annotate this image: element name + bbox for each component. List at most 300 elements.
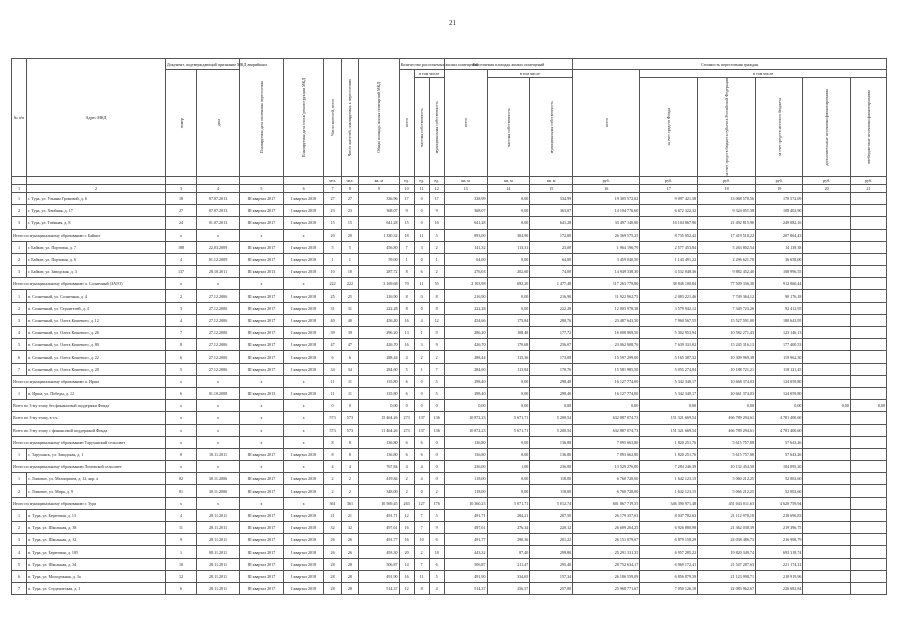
- table-cell: III квартал 2017: [239, 253, 283, 265]
- table-cell: 0: [414, 375, 429, 387]
- table-cell: 7: [12, 363, 27, 375]
- table-cell: 443,32: [444, 546, 487, 558]
- table-cell: х: [239, 497, 283, 509]
- table-cell: I квартал 2018: [283, 363, 324, 375]
- table-cell: 222,28: [530, 302, 573, 314]
- table-cell: [850, 473, 886, 485]
- table-cell: 38 846 100,84: [640, 278, 698, 290]
- table-cell: 6 957 285,22: [640, 546, 698, 558]
- table-cell: 26 186 559,09: [573, 570, 640, 582]
- table-cell: 3 579 942,12: [640, 302, 698, 314]
- header-planned-demolish: Планируемая дата сноса/ реконструкции МКД: [283, 59, 324, 177]
- table-cell: 0,00: [487, 387, 530, 399]
- table-row: [12, 534, 887, 546]
- table-cell: 1: [324, 253, 341, 265]
- table-cell: [850, 205, 886, 217]
- table-cell: 4: [165, 253, 196, 265]
- table-cell: III квартал 2017: [239, 546, 283, 558]
- table-cell: 8 735 052,42: [640, 229, 698, 241]
- table-cell: [803, 448, 850, 460]
- table-cell: 16 104 867,96: [640, 217, 698, 229]
- table-cell: 10: [414, 534, 429, 546]
- table-cell: 16: [399, 570, 414, 582]
- table-cell: 8: [429, 302, 444, 314]
- table-cell: 21 492 815,90: [698, 217, 756, 229]
- table-cell: 0: [341, 400, 358, 412]
- table-cell: I квартал 2018: [283, 192, 324, 204]
- table-cell: [803, 412, 850, 424]
- address-cell: п. Солнечный, ул. Олега Кошевого, д. 12: [27, 314, 166, 326]
- table-cell: 8: [341, 448, 358, 460]
- table-cell: 0,00: [573, 400, 640, 412]
- table-cell: 368,07: [444, 205, 487, 217]
- table-header: [12, 59, 887, 193]
- column-number-cell: 7: [324, 184, 341, 192]
- table-cell: [850, 375, 886, 387]
- table-cell: I квартал 2018: [283, 534, 324, 546]
- address-cell: п. Тура, ул. Школьная, д. 38: [27, 522, 166, 534]
- table-cell: 221 174,12: [756, 558, 803, 570]
- table-cell: 17: [429, 192, 444, 204]
- table-cell: 10 582 271,43: [698, 327, 756, 339]
- table-cell: [850, 497, 886, 509]
- table-cell: 2: [165, 290, 196, 302]
- table-cell: [850, 339, 886, 351]
- table-cell: 276,03: [444, 266, 487, 278]
- header-cost-extra2: внебюджетные источники финансирования: [850, 78, 886, 177]
- table-cell: 4: [429, 582, 444, 594]
- subtotal-label: Итого по муниципальному образованию п. Ирша: [12, 375, 166, 387]
- table-cell: 0,00: [850, 400, 886, 412]
- column-numbers-row: [12, 184, 887, 192]
- table-cell: 1: [12, 387, 27, 399]
- table-cell: х: [283, 412, 324, 424]
- table-cell: 6: [399, 448, 414, 460]
- table-cell: 288,44: [444, 351, 487, 363]
- table-cell: 1: [165, 546, 196, 558]
- table-cell: 334,65: [487, 570, 530, 582]
- table-cell: 7: [414, 558, 429, 570]
- table-cell: 4 532 848,36: [640, 266, 698, 278]
- table-cell: 24 038 486,73: [698, 534, 756, 546]
- table-cell: 180 643,95: [756, 314, 803, 326]
- unit-cell: [27, 176, 166, 184]
- table-cell: 1 330,32: [359, 229, 400, 241]
- table-cell: х: [197, 375, 240, 387]
- table-cell: I квартал 2018: [283, 473, 324, 485]
- table-cell: 137: [165, 266, 196, 278]
- table-cell: х: [197, 436, 240, 448]
- table-cell: х: [165, 278, 196, 290]
- table-cell: 6: [324, 351, 341, 363]
- table-cell: 6 926 880,98: [640, 522, 698, 534]
- table-cell: 361: [341, 497, 358, 509]
- table-cell: 0: [429, 448, 444, 460]
- table-cell: 7: [165, 327, 196, 339]
- table-cell: 57 643,26: [756, 436, 803, 448]
- table-cell: [803, 253, 850, 265]
- header-cost-fund: за счет средств Фонда: [640, 78, 698, 177]
- table-cell: 2: [324, 485, 341, 497]
- units-row: [12, 176, 887, 184]
- table-cell: 0,00: [698, 400, 756, 412]
- table-cell: 24: [165, 217, 196, 229]
- unit-cell: руб.: [698, 176, 756, 184]
- table-cell: 211,47: [487, 558, 530, 570]
- address-cell: г. Байкит, ул. Портовая, д. 6: [27, 253, 166, 265]
- table-cell: 0,00: [487, 253, 530, 265]
- table-row: [12, 485, 887, 497]
- table-cell: III квартал 2017: [239, 314, 283, 326]
- table-cell: 124 059,80: [756, 375, 803, 387]
- table-cell: 15: [399, 217, 414, 229]
- table-cell: 2: [429, 351, 444, 363]
- table-cell: 491,71: [444, 509, 487, 521]
- table-cell: [803, 558, 850, 570]
- table-cell: [803, 241, 850, 253]
- table-row: [12, 351, 887, 363]
- table-cell: 4: [399, 351, 414, 363]
- table-cell: [850, 412, 886, 424]
- table-cell: 16 127 774,00: [573, 375, 640, 387]
- table-cell: 16: [399, 314, 414, 326]
- table-cell: 220,12: [530, 522, 573, 534]
- table-cell: [850, 253, 886, 265]
- unit-cell: кв. м: [530, 176, 573, 184]
- column-number-cell: 8: [341, 184, 358, 192]
- table-cell: 113,84: [487, 363, 530, 375]
- table-cell: 22 083 962,67: [698, 582, 756, 594]
- table-cell: 426,70: [444, 339, 487, 351]
- table-cell: 1: [12, 509, 27, 521]
- table-cell: 14 139,38: [756, 241, 803, 253]
- table-cell: 10 188 721,21: [698, 363, 756, 375]
- table-cell: 59,00: [359, 253, 400, 265]
- table-cell: 451 043 011,63: [698, 497, 756, 509]
- table-cell: 1: [341, 253, 358, 265]
- table-cell: 118,00: [444, 473, 487, 485]
- table-cell: 13 068 578,56: [698, 192, 756, 204]
- table-cell: 15 527 591,00: [698, 314, 756, 326]
- table-cell: х: [165, 400, 196, 412]
- address-cell: г. Байкит, ул. Портовая, д. 7: [27, 241, 166, 253]
- table-cell: 216,90: [530, 290, 573, 302]
- column-number-cell: 10: [399, 184, 414, 192]
- table-cell: 10 668 374,03: [698, 375, 756, 387]
- table-cell: 18: [429, 546, 444, 558]
- table-cell: 2: [12, 522, 27, 534]
- table-cell: 08.11.2011: [197, 546, 240, 558]
- table-cell: I квартал 2018: [283, 205, 324, 217]
- table-cell: [850, 217, 886, 229]
- table-cell: 0,00: [487, 205, 530, 217]
- table-cell: 8: [429, 290, 444, 302]
- table-cell: 23,00: [530, 241, 573, 253]
- table-cell: 207,50: [530, 509, 573, 521]
- table-cell: 28.10.2011: [197, 266, 240, 278]
- table-cell: 74,00: [530, 266, 573, 278]
- table-cell: [850, 570, 886, 582]
- table-cell: 6 856 879,39: [640, 570, 698, 582]
- table-cell: 5 615 757,08: [698, 448, 756, 460]
- table-cell: 6: [399, 387, 414, 399]
- table-cell: 273: [399, 412, 414, 424]
- table-cell: 17 419 518,22: [698, 229, 756, 241]
- header-cost-in-that: в том числе: [640, 70, 887, 78]
- column-number-cell: 6: [283, 184, 324, 192]
- table-cell: 118 121,45: [756, 363, 803, 375]
- table-cell: 1 477,48: [530, 278, 573, 290]
- table-cell: 1: [399, 253, 414, 265]
- header-cost-total: всего: [573, 70, 640, 177]
- table-cell: 368,07: [359, 205, 400, 217]
- table-cell: 8 047 782,63: [640, 509, 698, 521]
- table-cell: 172,00: [530, 229, 573, 241]
- table-cell: 01: [165, 485, 196, 497]
- table-cell: 6: [399, 375, 414, 387]
- table-cell: 298,40: [444, 375, 487, 387]
- table-cell: 26 151 079,67: [573, 534, 640, 546]
- table-cell: 0,00: [530, 400, 573, 412]
- table-cell: [803, 473, 850, 485]
- header-rooms-private: частная собственность: [414, 78, 429, 177]
- table-cell: 4: [414, 314, 429, 326]
- table-cell: 18: [165, 192, 196, 204]
- table-cell: III квартал 2017: [239, 522, 283, 534]
- table-cell: 4 781 400,60: [756, 424, 803, 436]
- table-cell: 136: [429, 424, 444, 436]
- table-cell: 5 071,71: [487, 497, 530, 509]
- table-row: [12, 314, 887, 326]
- unit-cell: [283, 176, 324, 184]
- table-cell: 296,20: [359, 327, 400, 339]
- table-cell: 5: [165, 363, 196, 375]
- table-cell: 0,00: [487, 290, 530, 302]
- table-cell: 491,71: [359, 509, 400, 521]
- table-cell: 11: [414, 278, 429, 290]
- unit-cell: кв. м: [444, 176, 487, 184]
- subtotal-label: Всего по 3-му этапу с финансовой поддержкой Фонда: [12, 424, 166, 436]
- table-cell: 127: [414, 497, 429, 509]
- table-cell: III квартал 2017: [239, 509, 283, 521]
- table-cell: х: [165, 424, 196, 436]
- column-number-cell: 9: [359, 184, 400, 192]
- table-cell: х: [165, 436, 196, 448]
- table-cell: [803, 461, 850, 473]
- table-cell: 118,00: [530, 485, 573, 497]
- table-cell: 30.11.2006: [197, 485, 240, 497]
- table-cell: 26: [324, 546, 341, 558]
- table-cell: 19 820 349,74: [698, 546, 756, 558]
- table-cell: 9: [399, 205, 414, 217]
- table-cell: 141,32: [444, 241, 487, 253]
- table-cell: 77 509 336,30: [698, 278, 756, 290]
- table-cell: 0,00: [487, 217, 530, 229]
- unit-cell: ед.: [429, 176, 444, 184]
- table-cell: 9 882 452,40: [698, 266, 756, 278]
- table-cell: 5 671,71: [487, 412, 530, 424]
- table-cell: 9: [165, 534, 196, 546]
- table-cell: 12: [165, 570, 196, 582]
- table-cell: 40: [341, 314, 358, 326]
- table-cell: 202,60: [487, 266, 530, 278]
- table-cell: [803, 387, 850, 399]
- table-cell: [803, 509, 850, 521]
- address-cell: п. Тура, ул. Береговая, д. 13: [27, 509, 166, 521]
- table-cell: I квартал 2018: [283, 339, 324, 351]
- column-number-cell: 11: [414, 184, 429, 192]
- table-cell: 893,00: [444, 229, 487, 241]
- table-cell: 118,00: [444, 485, 487, 497]
- column-number-cell: 2: [27, 184, 166, 192]
- header-cost-local: за счет средств местного бюджета: [756, 78, 803, 177]
- table-cell: 11: [414, 570, 429, 582]
- table-cell: 5 200,54: [530, 412, 573, 424]
- table-cell: 15: [324, 217, 341, 229]
- table-cell: [803, 424, 850, 436]
- table-cell: I квартал 2018: [283, 241, 324, 253]
- table-cell: I квартал 2018: [283, 387, 324, 399]
- table-cell: х: [239, 400, 283, 412]
- unit-cell: чел.: [324, 176, 341, 184]
- table-cell: 0: [414, 290, 429, 302]
- table-row: [12, 363, 887, 375]
- table-cell: 0,00: [803, 400, 850, 412]
- table-cell: III квартал 2017: [239, 351, 283, 363]
- table-cell: 12: [399, 509, 414, 521]
- table-cell: 21: [324, 509, 341, 521]
- table-cell: 5: [12, 339, 27, 351]
- table-cell: 2: [414, 351, 429, 363]
- table-cell: 21 123 998,71: [698, 570, 756, 582]
- table-cell: 6: [165, 351, 196, 363]
- table-cell: [850, 534, 886, 546]
- address-cell: с. Ломовое, ул. Мелиоратов, д. 12, кор. а: [27, 473, 166, 485]
- table-cell: 27.12.2006: [197, 339, 240, 351]
- table-cell: 692,20: [487, 278, 530, 290]
- table-cell: [850, 302, 886, 314]
- table-row: [12, 339, 887, 351]
- table-cell: 188: [165, 241, 196, 253]
- table-cell: 32: [341, 522, 358, 534]
- table-cell: 52 002,60: [756, 473, 803, 485]
- table-cell: III квартал 2017: [239, 302, 283, 314]
- table-cell: 10 569,45: [359, 497, 400, 509]
- table-cell: 19 305 572,02: [573, 192, 640, 204]
- table-cell: 30.11.2006: [197, 473, 240, 485]
- table-cell: 2: [324, 473, 341, 485]
- table-cell: III квартал 2017: [239, 558, 283, 570]
- table-cell: 6: [429, 558, 444, 570]
- table-cell: 0: [429, 473, 444, 485]
- table-cell: 16: [399, 339, 414, 351]
- unit-cell: ед.: [399, 176, 414, 184]
- header-doc-number: номер: [165, 70, 196, 177]
- header-rooms-total: всего: [399, 70, 414, 177]
- table-cell: х: [197, 497, 240, 509]
- table-cell: х: [165, 229, 196, 241]
- table-cell: 3 459 040,50: [573, 253, 640, 265]
- table-cell: 2: [429, 241, 444, 253]
- table-cell: [803, 266, 850, 278]
- table-cell: [850, 448, 886, 460]
- table-cell: 137: [414, 412, 429, 424]
- table-cell: [850, 314, 886, 326]
- table-cell: 6 969 172,41: [640, 558, 698, 570]
- table-cell: 466 789 294,61: [698, 412, 756, 424]
- header-area-total: Общая площадь жилых помещений МКД: [359, 59, 400, 177]
- table-cell: 28.11.2011: [197, 522, 240, 534]
- table-cell: 284,60: [359, 363, 400, 375]
- address-cell: п. Ирша, ул. Победы, д. 12: [27, 387, 166, 399]
- table-cell: 28 752 634,17: [573, 558, 640, 570]
- table-cell: 2: [12, 205, 27, 217]
- header-rooms-group: Количество расселяемых жилых помещений: [399, 59, 444, 70]
- table-cell: 55: [429, 278, 444, 290]
- table-cell: 284,21: [487, 509, 530, 521]
- table-cell: 6: [165, 582, 196, 594]
- address-cell: п. Солнечный, ул. Солнечная, д. 4: [27, 290, 166, 302]
- table-cell: 6: [414, 436, 429, 448]
- header-residents-total: Число жителей, всего: [324, 59, 341, 177]
- header-num: № п/п: [12, 59, 27, 177]
- table-cell: 32: [324, 522, 341, 534]
- table-cell: 20: [341, 229, 358, 241]
- table-cell: 31: [324, 302, 341, 314]
- table-cell: 284,60: [444, 363, 487, 375]
- table-cell: III квартал 2017: [239, 448, 283, 460]
- table-cell: [803, 217, 850, 229]
- table-cell: 5 200,54: [530, 424, 573, 436]
- table-row: [12, 570, 887, 582]
- table-cell: 3: [12, 217, 27, 229]
- table-row: [12, 546, 887, 558]
- table-cell: 28: [341, 582, 358, 594]
- header-cost-region: за счет средств бюджета субъекта Российской Федерации: [698, 78, 756, 177]
- table-cell: 6: [341, 351, 358, 363]
- table-cell: 4 781 400,60: [756, 412, 803, 424]
- table-cell: 136,80: [444, 436, 487, 448]
- table-cell: х: [197, 400, 240, 412]
- table-cell: [803, 375, 850, 387]
- table-cell: [803, 534, 850, 546]
- column-number-cell: 13: [444, 184, 487, 192]
- unit-cell: ед.: [414, 176, 429, 184]
- table-cell: х: [197, 461, 240, 473]
- table-cell: х: [165, 412, 196, 424]
- table-cell: 26 369 575,25: [573, 229, 640, 241]
- table-cell: 6: [165, 387, 196, 399]
- address-cell: п. Тура, ул. Школьная, д. 34: [27, 558, 166, 570]
- table-cell: 216,90: [444, 290, 487, 302]
- table-cell: 298,40: [530, 387, 573, 399]
- table-cell: 0,00: [444, 400, 487, 412]
- header-cost-extra: дополнительные источники финансирования: [803, 78, 850, 177]
- table-cell: 20: [324, 229, 341, 241]
- table-row: [12, 302, 887, 314]
- table-cell: 4: [399, 461, 414, 473]
- table-cell: 11: [341, 375, 358, 387]
- subtotal-label: Всего по 3-му этапу без финансовой поддержки Фонда: [12, 400, 166, 412]
- table-cell: 218 696,83: [756, 509, 803, 521]
- table-cell: 01.10.2008: [197, 387, 240, 399]
- table-cell: [803, 436, 850, 448]
- table-cell: 497,61: [359, 522, 400, 534]
- address-cell: п. Тура, ул. Школьная, д. 32: [27, 534, 166, 546]
- table-cell: 1: [414, 327, 429, 339]
- table-cell: 573: [341, 424, 358, 436]
- table-cell: 8: [399, 290, 414, 302]
